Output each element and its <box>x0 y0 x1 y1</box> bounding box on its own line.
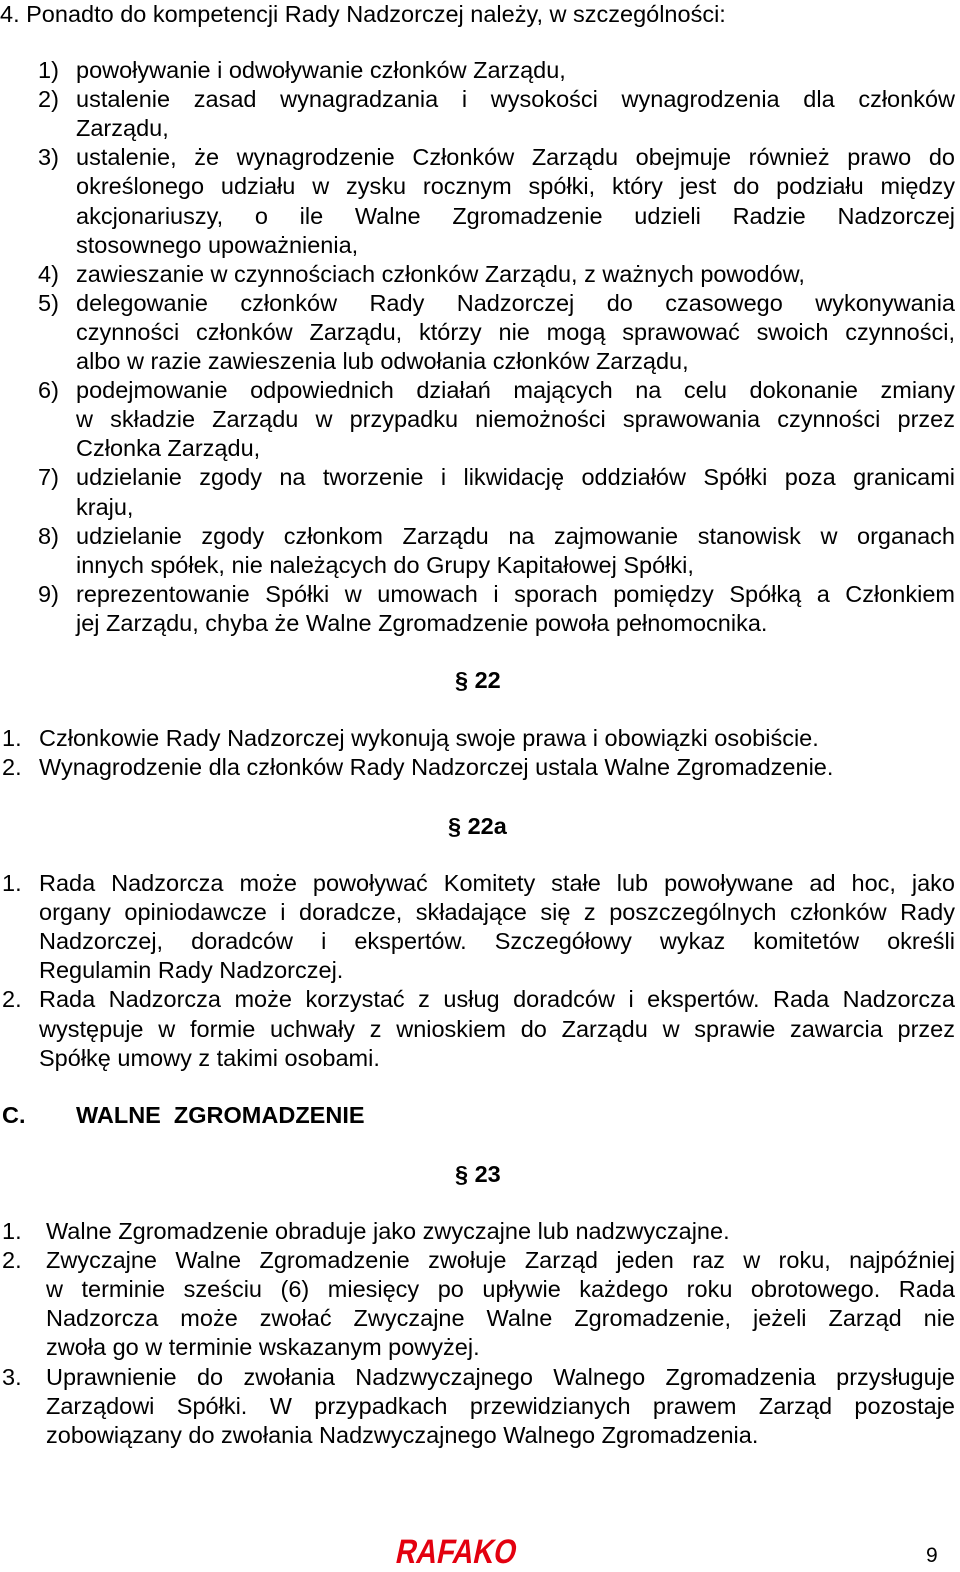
list-item-text-line: reprezentowanie Spółki w umowach i sporach pomiędzy Spółką a Członkiem <box>76 580 955 607</box>
list-item-number: 1) <box>38 57 59 83</box>
list-item-text-line: Zwyczajne Walne Zgromadzenie zwołuje Zarząd jeden raz w roku, najpóźniej <box>46 1247 955 1274</box>
list-item-text-line: występuje w formie uchwały z wnioskiem do Zarządu w sprawie zawarcia przez <box>39 1015 955 1042</box>
list-item-number: 3. <box>2 1363 22 1390</box>
list-item-text-line: ustalenie zasad wynagradzania i wysokości wynagrodzenia dla członków <box>76 86 955 113</box>
section-22a-heading: § 22a <box>448 813 507 839</box>
list-item-number: 2. <box>2 986 22 1013</box>
list-item-text-line: stosownego upoważnienia, <box>76 231 359 258</box>
logo-wordmark: RAFAKO <box>392 1533 545 1571</box>
list-item-text-line: podejmowanie odpowiednich działań mających na celu dokonanie zmiany <box>76 377 955 404</box>
list-item-text-line: udzielanie zgody członkom Zarządu na zajmowanie stanowisk w organach <box>76 522 955 549</box>
list-item-text-line: innych spółek, nie należących do Grupy Kapitałowej Spółki, <box>76 551 694 578</box>
list-item-text-line: w składzie Zarządu w przypadku niemożności sprawowania czynności przez <box>76 406 955 433</box>
list-item-text-line: w terminie sześciu (6) miesięcy po upływie każdego roku obrotowego. Rada <box>46 1276 955 1303</box>
list-item-text-line: delegowanie członków Rady Nadzorczej do czasowego wykonywania <box>76 289 955 316</box>
list-item-text-line: Nadzorcza może zwołać Zwyczajne Walne Zgromadzenie, jeżeli Zarząd nie <box>46 1305 955 1332</box>
list-item-text-line: powoływanie i odwoływanie członków Zarządu, <box>76 57 566 83</box>
point4-header: 4. Ponadto do kompetencji Rady Nadzorczej należy, w szczególności: <box>0 1 726 27</box>
list-item-number: 8) <box>38 522 59 549</box>
list-item-text-line: Spółkę umowy z takimi osobami. <box>39 1044 380 1071</box>
list-item-number: 1. <box>2 725 22 751</box>
section-22-heading: § 22 <box>455 667 501 693</box>
list-item-text-line: zawieszanie w czynnościach członków Zarządu, z ważnych powodów, <box>76 260 805 287</box>
chapter-letter: C. <box>2 1102 26 1128</box>
section-23-heading: § 23 <box>455 1161 501 1187</box>
list-item-text-line: kraju, <box>76 493 134 520</box>
list-item-text-line: zobowiązany do zwołania Nadzwyczajnego Walnego Zgromadzenia. <box>46 1421 759 1448</box>
list-item-number: 1. <box>2 870 22 896</box>
chapter-title: WALNE ZGROMADZENIE <box>76 1102 365 1128</box>
list-item-text-line: zwoła go w terminie wskazanym powyżej. <box>46 1334 480 1361</box>
list-item-text-line: Członkowie Rady Nadzorczej wykonują swoje prawa i obowiązki osobiście. <box>39 725 819 751</box>
list-item-text-line: Członka Zarządu, <box>76 435 261 462</box>
list-item-number: 2. <box>2 754 22 781</box>
list-item-text-line: Uprawnienie do zwołania Nadzwyczajnego Walnego Zgromadzenia przysługuje <box>46 1363 955 1390</box>
list-item-number: 1. <box>2 1218 22 1244</box>
list-item-text-line: akcjonariuszy, o ile Walne Zgromadzenie udzieli Radzie Nadzorczej <box>76 202 955 229</box>
list-item-text-line: czynności członków Zarządu, którzy nie mogą sprawować swoich czynności, <box>76 318 955 345</box>
list-item-text-line: Zarządu, <box>76 115 169 142</box>
list-item-text-line: organy opiniodawcze i doradcze, składające się z poszczególnych członków Rady <box>39 899 955 926</box>
list-item-text-line: albo w razie zawieszenia lub odwołania członków Zarządu, <box>76 348 689 374</box>
list-item-text-line: Rada Nadzorcza może korzystać z usług doradców i ekspertów. Rada Nadzorcza <box>39 986 955 1013</box>
list-item-number: 4) <box>38 260 59 287</box>
list-item-number: 5) <box>38 289 59 316</box>
list-item-text-line: określonego udziału w zysku rocznym spółki, który jest do podziału między <box>76 173 955 200</box>
list-item-text-line: ustalenie, że wynagrodzenie Członków Zarządu obejmuje również prawo do <box>76 144 955 171</box>
list-item-text-line: Nadzorczej, doradców i ekspertów. Szczegółowy wykaz komitetów określi <box>39 928 955 955</box>
list-item-text-line: jej Zarządu, chyba że Walne Zgromadzenie powoła pełnomocnika. <box>76 609 768 636</box>
list-item-text-line: udzielanie zgody na tworzenie i likwidację oddziałów Spółki poza granicami <box>76 464 955 491</box>
list-item-text-line: Regulamin Rady Nadzorczej. <box>39 957 344 984</box>
list-item-number: 2) <box>38 86 59 113</box>
rafako-logo <box>392 1532 545 1571</box>
list-item-number: 2. <box>2 1247 22 1274</box>
list-item-number: 6) <box>38 377 59 404</box>
list-item-text-line: Wynagrodzenie dla członków Rady Nadzorczej ustala Walne Zgromadzenie. <box>39 754 834 781</box>
list-item-text-line: Zarządowi Spółki. W przypadkach przewidzianych prawem Zarząd pozostaje <box>46 1392 955 1419</box>
list-item-number: 9) <box>38 580 59 607</box>
page-number: 9 <box>926 1544 938 1567</box>
list-item-number: 3) <box>38 144 59 171</box>
list-item-text-line: Rada Nadzorcza może powoływać Komitety stałe lub powoływane ad hoc, jako <box>39 870 955 896</box>
list-item-number: 7) <box>38 464 59 491</box>
list-item-text-line: Walne Zgromadzenie obraduje jako zwyczajne lub nadzwyczajne. <box>46 1218 730 1244</box>
